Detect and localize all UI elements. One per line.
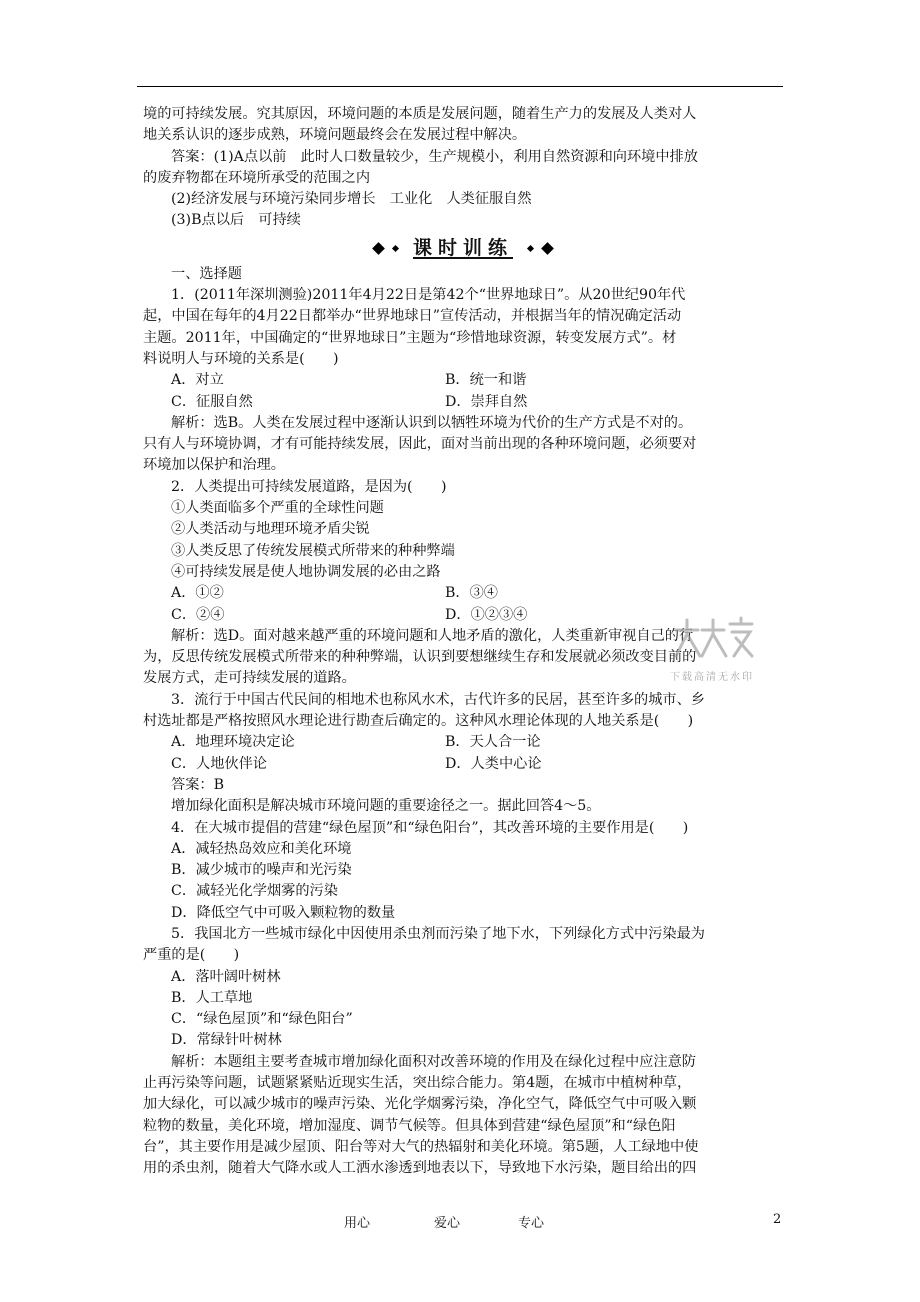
options-row [143, 583, 783, 604]
diamond-icon [392, 245, 399, 252]
question-text: 4．在大城市提倡的营建“绿色屋顶”和“绿色阳台”，其改善环境的主要作用是( ) [171, 819, 689, 836]
explanation-text: 用的杀虫剂，随着大气降水或人工洒水渗透到地表以下，导致地下水污染，题目给出的四 [143, 1160, 697, 1177]
explanation-text: 加大绿化，可以减少城市的噪声污染、光化学烟雾污染，净化空气，降低空气中可吸入颗 [143, 1096, 697, 1113]
option: C．减轻光化学烟雾的污染 [171, 883, 338, 900]
footer-word: 爱心 [434, 1216, 461, 1231]
option: D．降低空气中可吸入颗粒物的数量 [171, 904, 396, 921]
option: D．常绿针叶树林 [171, 1032, 282, 1049]
options-row [143, 732, 783, 753]
section-title: 一、选择题 [171, 265, 242, 282]
option: B．天人合一论 [445, 734, 541, 751]
option: C．征服自然 [171, 393, 253, 410]
page-number: 2 [773, 1212, 782, 1227]
option: A．地理环境决定论 [171, 734, 295, 751]
question-text: 起，中国在每年的4月22日都举办“世界地球日”宣传活动，并根据当年的情况确定活动 [143, 308, 682, 325]
option: C．②④ [171, 606, 225, 623]
option: A．落叶阔叶树林 [171, 968, 281, 985]
answer-line: 答案：(1)A点以前 此时人口数量较少，生产规模小，利用自然资源和向环境中排放 [171, 148, 698, 165]
option: C．人地伙伴论 [171, 755, 267, 772]
section-heading [143, 234, 783, 264]
option: D．①②③④ [445, 606, 528, 623]
section-heading-text: 课时训练 [412, 237, 513, 260]
diamond-icon [541, 242, 554, 255]
footer-word: 用心 [344, 1216, 371, 1231]
text-line: 的废弃物都在环境所承受的范围之内 [143, 169, 371, 186]
explanation-text: 止再污染等问题，试题紧紧贴近现实生活，突出综合能力。第4题，在城市中植树种草， [143, 1075, 692, 1092]
watermark-subtitle: 下载高清无水印 [670, 672, 754, 683]
watermark [652, 612, 772, 682]
footer-word: 专心 [518, 1216, 545, 1231]
statement: ①人类面临多个严重的全球性问题 [171, 500, 384, 517]
explanation-text: 发展方式，走可持续发展的道路。 [143, 670, 356, 687]
statement: ③人类反思了传统发展模式所带来的种种弊端 [171, 542, 455, 559]
question-text: 2．人类提出可持续发展道路，是因为( ) [171, 478, 447, 495]
options-row [143, 370, 783, 391]
explanation-text: 台”，其主要作用是减少屋顶、阳台等对大气的热辐射和美化环境。第5题，人工绿地中使 [143, 1138, 699, 1155]
option: A．减轻热岛效应和美化环境 [171, 840, 352, 857]
diamond-icon [527, 245, 534, 252]
question-text: 料说明人与环境的关系是( ) [143, 350, 339, 367]
option: B．统一和谐 [445, 372, 527, 389]
explanation-text: 粒物的数量，美化环境，增加湿度、调节气候等。但具体到营建“绿色屋顶”和“绿色阳 [143, 1117, 676, 1134]
explanation-text: 解析：选D。面对越来越严重的环境问题和人地矛盾的激化，人类重新审视自己的行 [171, 627, 694, 644]
statement: ④可持续发展是使人地协调发展的必由之路 [171, 563, 441, 580]
watermark-logo-icon [672, 614, 756, 664]
answer-line: (2)经济发展与环境污染同步增长 工业化 人类征服自然 [171, 191, 532, 208]
statement: ②人类活动与地理环境矛盾尖锐 [171, 521, 370, 538]
explanation-text: 只有人与环境协调，才有可能持续发展，因此，面对当前出现的各种环境问题，必须要对 [143, 436, 697, 453]
question-text: 3．流行于中国古代民间的相地术也称风水术，古代许多的民居，甚至许多的城市、乡 [171, 691, 705, 708]
explanation-text: 环境加以保护和治理。 [143, 457, 285, 474]
explanation-text: 解析：本题组主要考查城市增加绿化面积对改善环境的作用及在绿化过程中应注意防 [171, 1053, 696, 1070]
option: B．减少城市的噪声和光污染 [171, 862, 352, 879]
question-text: 5．我国北方一些城市绿化中因使用杀虫剂而污染了地下水，下列绿化方式中污染最为 [171, 925, 705, 942]
text-line: 地关系认识的逐步成熟，环境问题最终会在发展过程中解决。 [143, 127, 527, 144]
option: D．人类中心论 [445, 755, 542, 772]
option: D．崇拜自然 [445, 393, 528, 410]
option: B．③④ [445, 585, 498, 602]
option: A．对立 [171, 372, 224, 389]
header-rule [137, 86, 783, 87]
question-text: 村选址都是严格按照风水理论进行勘查后确定的。这种风水理论体现的人地关系是( ) [143, 713, 694, 730]
option: A．①② [171, 585, 224, 602]
option: C．“绿色屋顶”和“绿色阳台” [171, 1011, 353, 1028]
question-text: 1．(2011年深圳测验)2011年4月22日是第42个“世界地球日”。从20世纪90年代 [171, 287, 686, 304]
option: B．人工草地 [171, 989, 253, 1006]
answer-line: 答案：B [171, 776, 224, 793]
answer-line: (3)B点以后 可持续 [171, 212, 301, 229]
explanation-text: 为，反思传统发展模式所带来的种种弊端，认识到要想继续生存和发展就必须改变目前的 [143, 649, 697, 666]
options-row [143, 754, 783, 775]
explanation-text: 解析：选B。人类在发展过程中逐渐认识到以牺牲环境为代价的生产方式是不对的。 [171, 414, 693, 431]
diamond-icon [372, 242, 385, 255]
question-text: 严重的是( ) [143, 947, 240, 964]
question-text: 主题。2011年，中国确定的“世界地球日”主题为“珍惜地球资源，转变发展方式”。材 [143, 329, 677, 346]
intro-text: 增加绿化面积是解决城市环境问题的重要途径之一。据此回答4～5。 [171, 798, 601, 815]
text-line: 境的可持续发展。究其原因，环境问题的本质是发展问题，随着生产力的发展及人类对人 [143, 106, 697, 122]
options-row [143, 392, 783, 413]
